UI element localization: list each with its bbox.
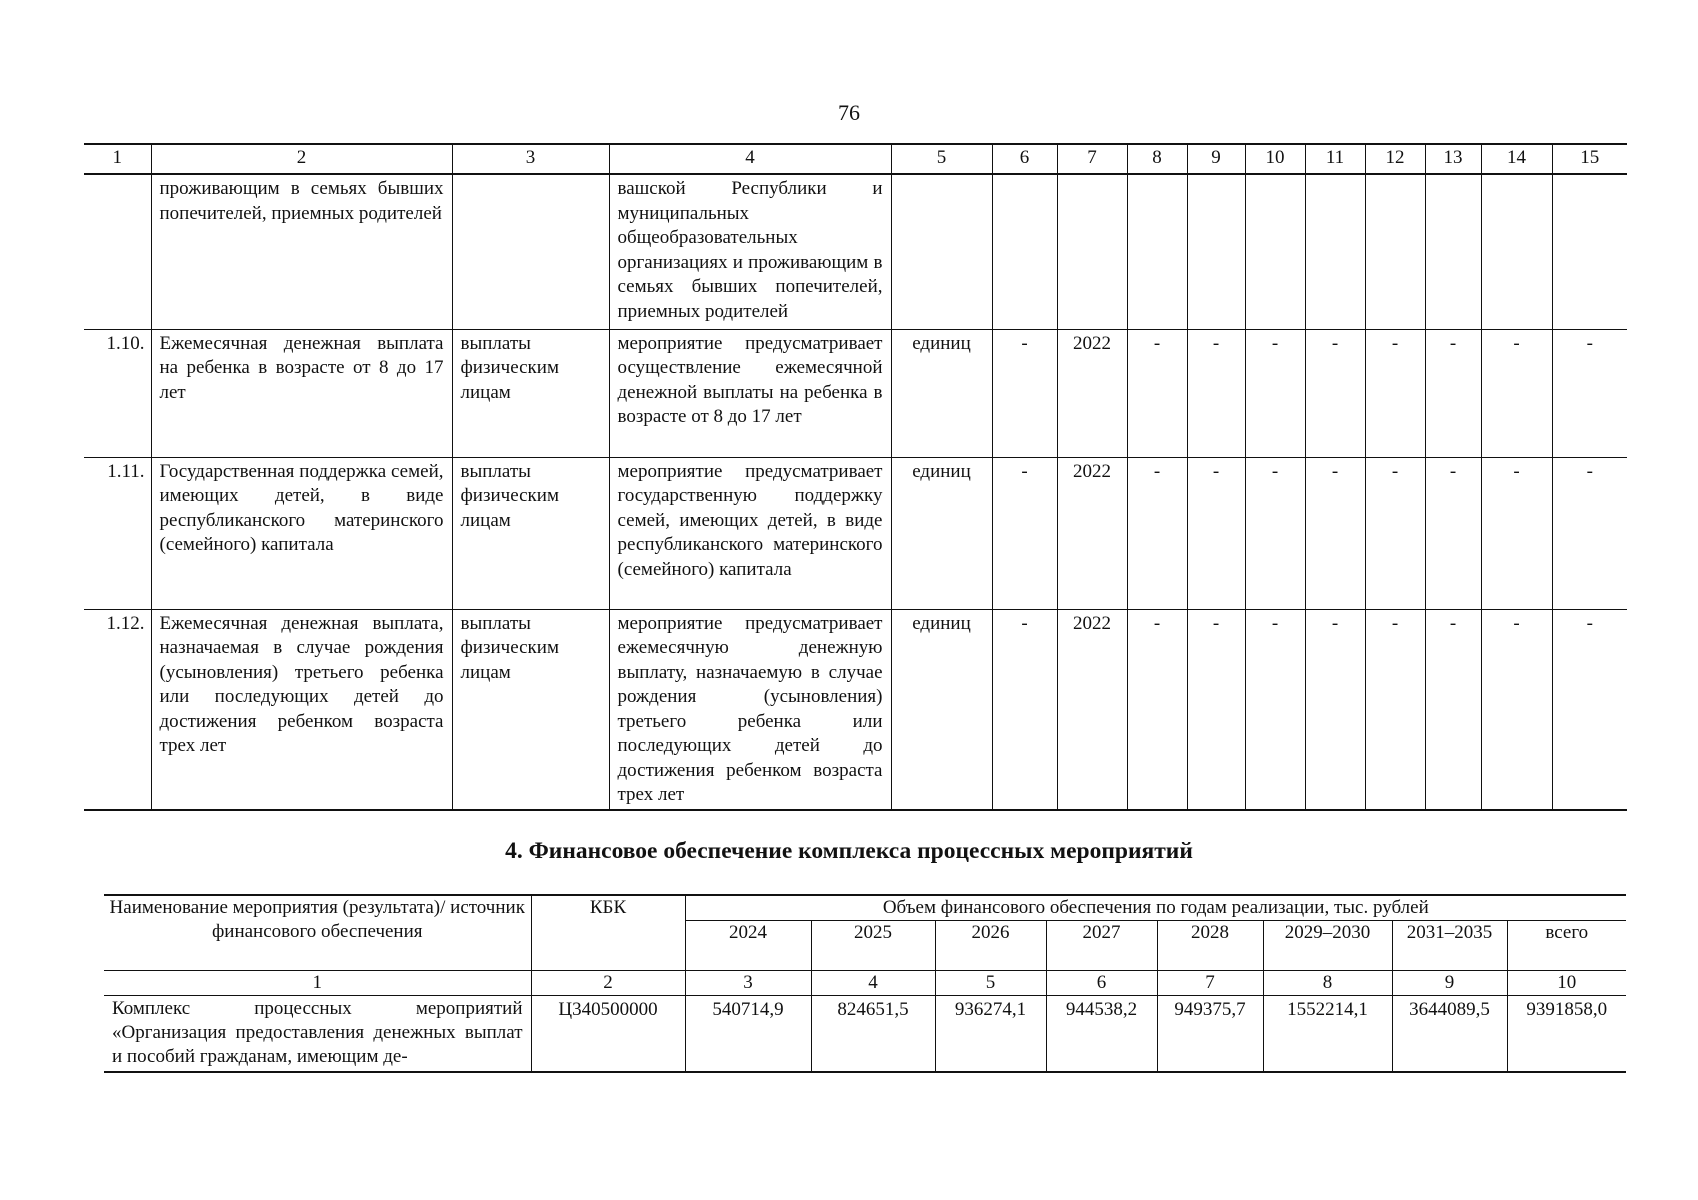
col-header: 9 — [1187, 144, 1245, 174]
kbk-code: Ц340500000 — [531, 996, 685, 1072]
cell-value: - — [1481, 609, 1552, 810]
col-header: 10 — [1245, 144, 1305, 174]
cell-value: - — [1127, 329, 1187, 457]
measure-name: проживающим в семьях бывших попечителей, приемных родителей — [151, 174, 452, 329]
col-header: 6 — [992, 144, 1057, 174]
measures-table — [84, 143, 1627, 811]
amount-cell: 949375,7 — [1157, 996, 1263, 1072]
cell-value: - — [1552, 609, 1627, 810]
col-header: 5 — [891, 144, 992, 174]
cell-value: - — [1365, 609, 1425, 810]
col-header: 7 — [1057, 144, 1127, 174]
measure-description: мероприятие предусматривает осуществление ежемесячной денежной выплаты на ребенка в возрасте от 8 до 17 лет — [609, 329, 891, 457]
col-header: 3 — [452, 144, 609, 174]
col-number: 6 — [1046, 971, 1157, 996]
col-header: 12 — [1365, 144, 1425, 174]
year-header: 2028 — [1157, 921, 1263, 971]
cell-value: - — [1305, 457, 1365, 609]
table-row — [84, 609, 1627, 810]
measure-complex-name: Комплекс процессных мероприятий «Организация предоставления денежных выплат и пособий гражданам, имеющим де- — [104, 996, 531, 1072]
cell-value: - — [1425, 457, 1481, 609]
col-header: 2 — [151, 144, 452, 174]
col-header-name: Наименование мероприятия (результата)/ источник финансового обеспечения — [104, 895, 531, 971]
measure-description: мероприятие предусматривает государственную поддержку семей, имеющих детей, в виде республиканского материнского (семейного) капитала — [609, 457, 891, 609]
year-header: 2027 — [1046, 921, 1157, 971]
year-header: 2029–2030 — [1263, 921, 1392, 971]
column-number-row — [104, 971, 1626, 996]
measure-unit: единиц — [891, 609, 992, 810]
financing-table — [104, 894, 1626, 1073]
table-row — [84, 457, 1627, 609]
cell-value: - — [1305, 609, 1365, 810]
cell-value: - — [992, 609, 1057, 810]
section-heading: 4. Финансовое обеспечение комплекса процессных мероприятий — [505, 838, 1193, 864]
row-number: 1.12. — [84, 609, 151, 810]
measure-type: выплаты физическим лицам — [452, 457, 609, 609]
col-header: 15 — [1552, 144, 1627, 174]
cell-value: - — [1187, 609, 1245, 810]
year-header: 2025 — [811, 921, 935, 971]
cell-value: - — [1127, 457, 1187, 609]
page-number: 76 — [838, 100, 860, 125]
amount-cell: 936274,1 — [935, 996, 1046, 1072]
table-row — [104, 996, 1626, 1072]
col-number: 9 — [1392, 971, 1507, 996]
col-header: 8 — [1127, 144, 1187, 174]
cell-value: - — [1187, 329, 1245, 457]
cell-value: - — [1365, 329, 1425, 457]
measure-name: Ежемесячная денежная выплата, назначаемая в случае рождения (усыновления) третьего ребенка или последующих детей до достижения ребенком возраста трех лет — [151, 609, 452, 810]
measure-name: Государственная поддержка семей, имеющих детей, в виде республиканского материнского (семейного) капитала — [151, 457, 452, 609]
cell-value: 2022 — [1057, 609, 1127, 810]
cell-value: - — [1187, 457, 1245, 609]
col-number: 3 — [685, 971, 811, 996]
cell-value: - — [1425, 329, 1481, 457]
year-header: 2031–2035 — [1392, 921, 1507, 971]
measure-type: выплаты физическим лицам — [452, 609, 609, 810]
row-number: 1.11. — [84, 457, 151, 609]
cell-value: - — [1481, 457, 1552, 609]
col-header: 13 — [1425, 144, 1481, 174]
col-header: 11 — [1305, 144, 1365, 174]
cell-value: - — [1552, 329, 1627, 457]
amount-cell: 3644089,5 — [1392, 996, 1507, 1072]
amount-cell: 540714,9 — [685, 996, 811, 1072]
measure-description: мероприятие предусматривает ежемесячную денежную выплату, назначаемую в случае рождения (усыновления) третьего ребенка или последующих детей до достижения ребенком возраста трех лет — [609, 609, 891, 810]
cell-value: - — [1552, 457, 1627, 609]
col-header-kbk: КБК — [531, 895, 685, 971]
cell-value: 2022 — [1057, 329, 1127, 457]
amount-cell: 824651,5 — [811, 996, 935, 1072]
col-number: 10 — [1507, 971, 1626, 996]
col-number: 8 — [1263, 971, 1392, 996]
measure-unit: единиц — [891, 457, 992, 609]
cell-value: 2022 — [1057, 457, 1127, 609]
year-header: всего — [1507, 921, 1626, 971]
col-number: 5 — [935, 971, 1046, 996]
measure-name: Ежемесячная денежная выплата на ребенка в возрасте от 8 до 17 лет — [151, 329, 452, 457]
col-number: 1 — [104, 971, 531, 996]
row-number: 1.10. — [84, 329, 151, 457]
amount-cell: 9391858,0 — [1507, 996, 1626, 1072]
col-header-volume: Объем финансового обеспечения по годам реализации, тыс. рублей — [685, 895, 1626, 921]
cell-value: - — [992, 329, 1057, 457]
table-row — [84, 329, 1627, 457]
measure-description: вашской Республики и муниципальных общеобразовательных организациях и проживающим в семьях бывших попечителей, приемных родителей — [609, 174, 891, 329]
table-header-row — [104, 895, 1626, 921]
table-header-row — [84, 144, 1627, 174]
cell-value: - — [1127, 609, 1187, 810]
col-header: 4 — [609, 144, 891, 174]
col-header: 1 — [84, 144, 151, 174]
col-number: 7 — [1157, 971, 1263, 996]
col-number: 4 — [811, 971, 935, 996]
measure-type: выплаты физическим лицам — [452, 329, 609, 457]
table-row — [84, 174, 1627, 329]
amount-cell: 944538,2 — [1046, 996, 1157, 1072]
cell-value: - — [1245, 329, 1305, 457]
year-header: 2026 — [935, 921, 1046, 971]
cell-value: - — [992, 457, 1057, 609]
cell-value: - — [1245, 609, 1305, 810]
col-number: 2 — [531, 971, 685, 996]
col-header: 14 — [1481, 144, 1552, 174]
amount-cell: 1552214,1 — [1263, 996, 1392, 1072]
cell-value: - — [1305, 329, 1365, 457]
cell-value: - — [1245, 457, 1305, 609]
measure-unit: единиц — [891, 329, 992, 457]
cell-value: - — [1365, 457, 1425, 609]
year-header: 2024 — [685, 921, 811, 971]
cell-value: - — [1481, 329, 1552, 457]
cell-value: - — [1425, 609, 1481, 810]
